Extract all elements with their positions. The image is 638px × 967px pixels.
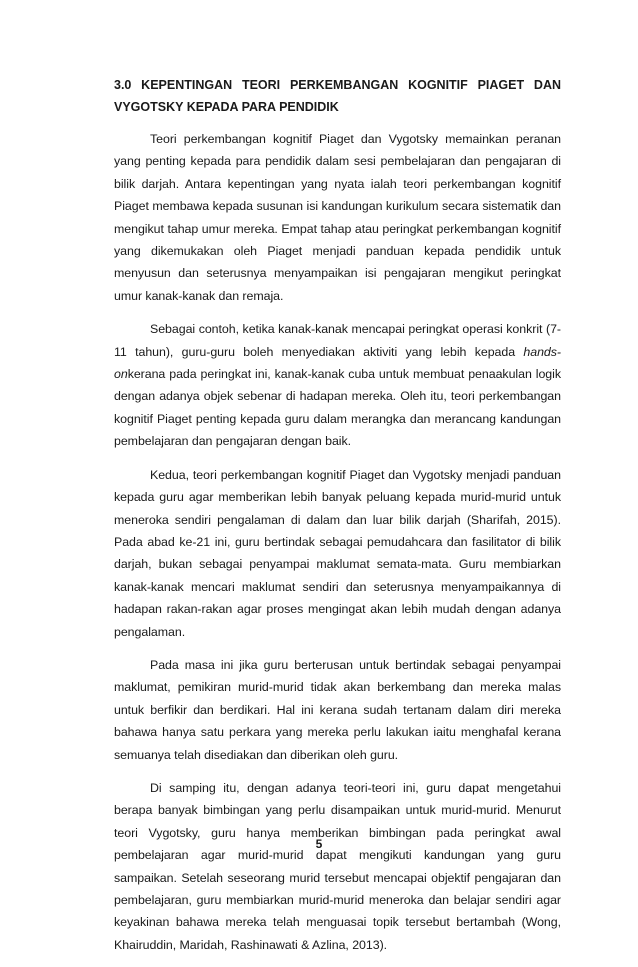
paragraph-2-part-2: kerana pada peringkat ini, kanak-kanak cuba untuk membuat penaakulan logik dengan adanya objek sebenar di hadapan mereka. Oleh itu, teori perkembangan kognitif Piaget penting kepada guru dalam merangka dan merancang kandungan pembelajaran dan pengajaran dengan baik. <box>114 367 561 449</box>
paragraph-2-italic-term: hands-on <box>114 344 561 382</box>
paragraph-3: Kedua, teori perkembangan kognitif Piaget dan Vygotsky menjadi panduan kepada guru agar memberikan lebih banyak peluang kepada murid-murid untuk meneroka sendiri pengalaman di dalam dan luar bilik darjah (Sharifah, 2015). Pada abad ke-21 ini, guru bertindak sebagai pemudahcara dan fasilitator di bilik darjah, bukan sebagai penyampai maklumat semata-mata. Guru membiarkan kanak-kanak mencari maklumat sendiri dan seterusnya menyampaikannya di hadapan rakan-rakan agar proses mengingat akan lebih mudah dengan adanya pengalaman. <box>114 467 561 639</box>
paragraph-2-part-1: Sebagai contoh, ketika kanak-kanak mencapai peringkat operasi konkrit (7-11 tahun), guru-guru boleh menyediakan aktiviti yang lebih kepada <box>114 322 561 359</box>
paragraph-1: Teori perkembangan kognitif Piaget dan Vygotsky memainkan peranan yang penting kepada para pendidik dalam sesi pembelajaran dan pengajaran di bilik darjah. Antara kepentingan yang nyata ialah teori perkembangan kognitif Piaget membawa kepada susunan isi kandungan kurikulum secara sistematik dan mengikut tahap umur mereka. Empat tahap atau peringkat perkembangan kognitif yang dikemukakan oleh Piaget menjadi panduan kepada pendidik untuk menyusun dan seterusnya menyampaikan isi pengajaran mengikut peringkat umur kanak-kanak dan remaja. <box>114 132 561 303</box>
section-heading-line-2: VYGOTSKY KEPADA PARA PENDIDIK <box>114 100 339 114</box>
paragraph-4: Pada masa ini jika guru berterusan untuk bertindak sebagai penyampai maklumat, pemikiran murid-murid tidak akan berkembang dan mereka malas untuk berfikir dan berdikari. Hal ini kerana sudah tertanam dalam diri mereka bahawa hanya satu perkara yang mereka perlu lakukan iaitu menghafal kerana semuanya telah disediakan dan diberikan oleh guru. <box>114 657 561 762</box>
page-number: 5 <box>315 837 323 851</box>
paragraph-2 <box>114 318 561 452</box>
document-page <box>114 74 561 967</box>
paragraph-5: Di samping itu, dengan adanya teori-teori ini, guru dapat mengetahui berapa banyak bimbingan yang perlu disampaikan untuk murid-murid. Menurut teori Vygotsky, guru hanya memberikan bimbingan pada peringkat awal pembelajaran agar murid-murid dapat mengikuti kandungan yang guru sampaikan. Setelah seseorang murid tersebut mencapai objektif pengajaran dan pembelajaran, guru membiarkan murid-murid meneroka dan belajar sendiri agar keyakinan bahawa mereka telah menguasai topik tersebut bertambah (Wong, Khairuddin, Maridah, Rashinawati & Azlina, 2013). <box>114 780 561 952</box>
section-heading-line-1: 3.0 KEPENTINGAN TEORI PERKEMBANGAN KOGNITIF PIAGET DAN <box>114 78 561 92</box>
section-heading <box>114 74 561 118</box>
